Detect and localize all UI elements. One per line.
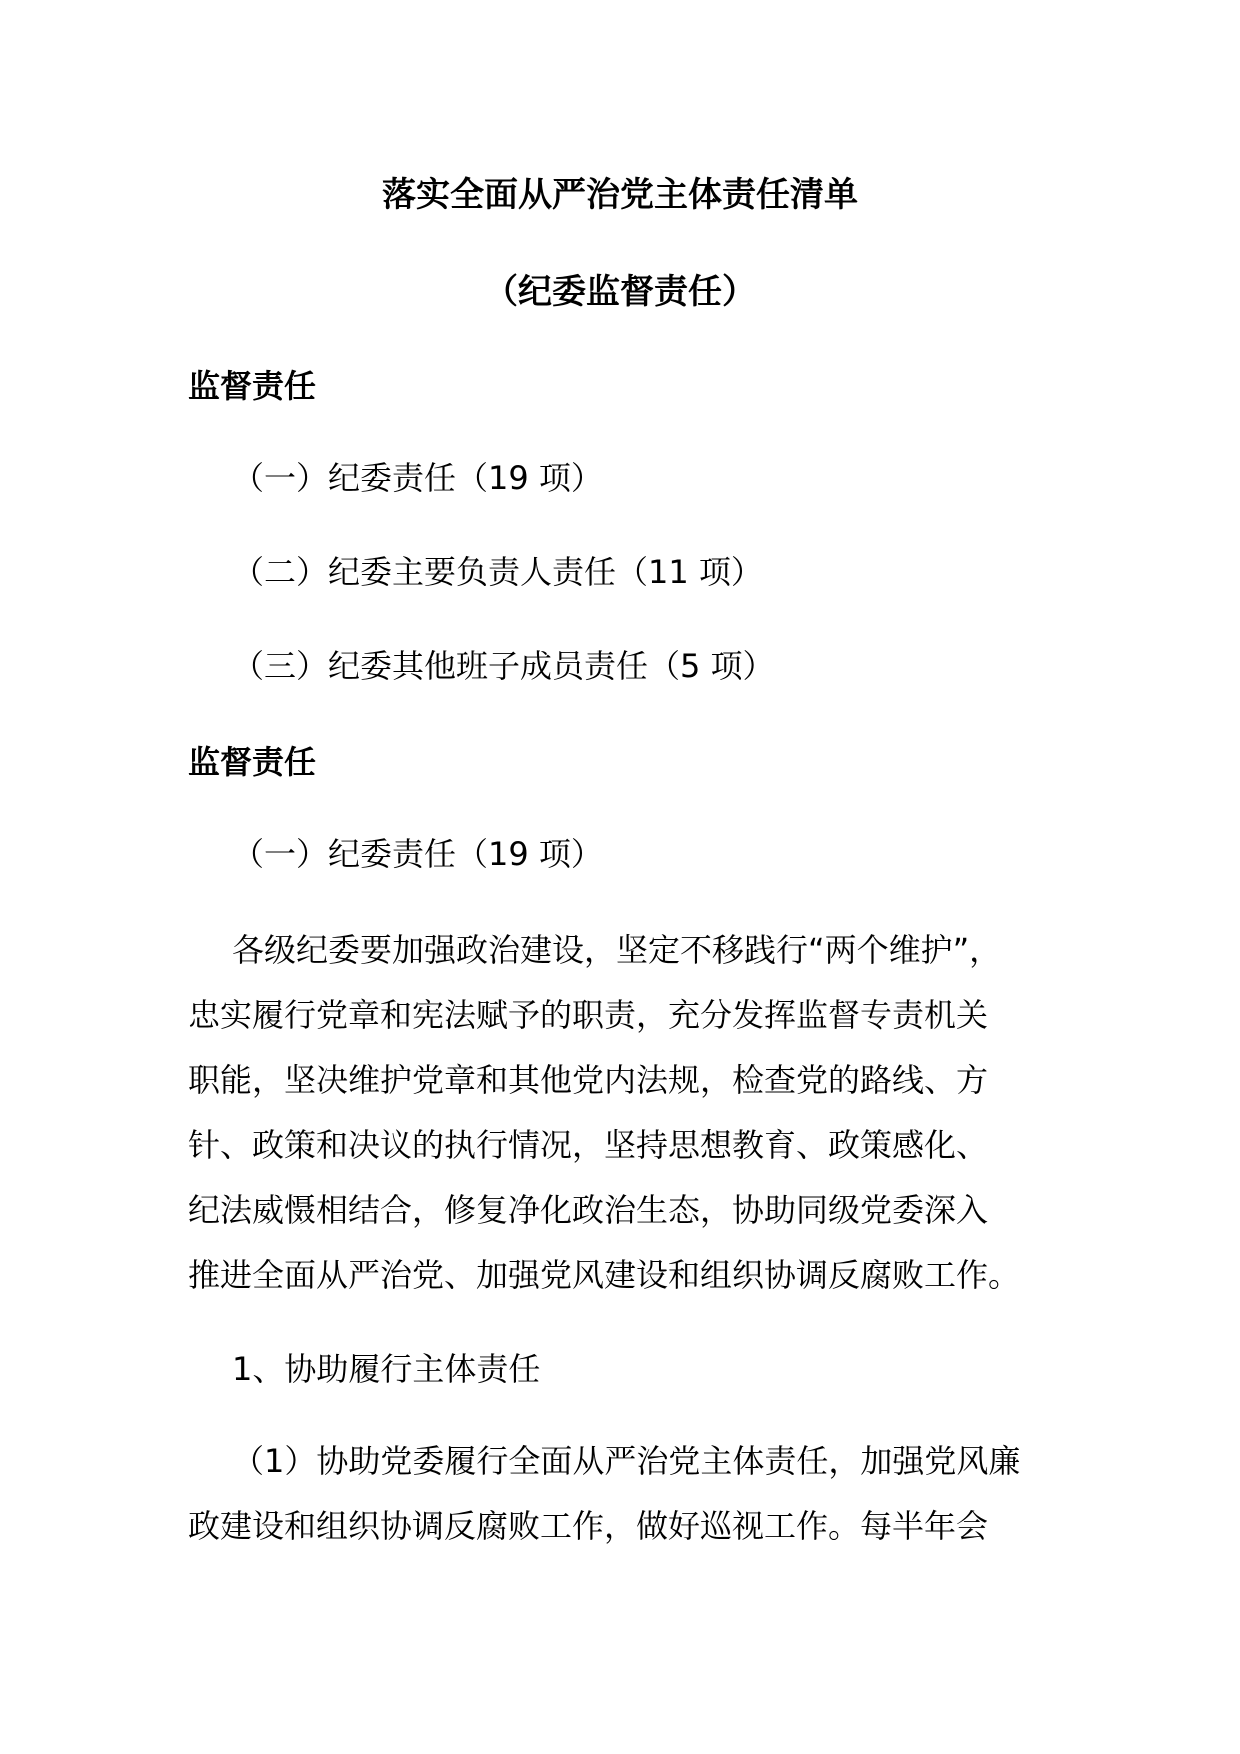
toc-item: （二）纪委主要负责人责任（11 项） xyxy=(232,553,763,591)
section-heading: 监督责任 xyxy=(188,743,317,781)
section-subheading: （一）纪委责任（19 项） xyxy=(232,835,603,873)
toc-heading: 监督责任 xyxy=(188,367,317,405)
toc-item: （一）纪委责任（19 项） xyxy=(232,459,603,497)
document-subtitle: （纪委监督责任） xyxy=(484,272,756,312)
intro-paragraph: 各级纪委要加强政治建设，坚定不移践行“两个维护”， 忠实履行党章和宪法赋予的职责，充分发挥监督专责机关 职能，坚决维护党章和其他党内法规，检查党的路线、方 针、政策和决议的执行情况，坚持思想教育、政策感化、 纪法威慑相结合，修复净化政治生态，协助同级党委深入 推进全面从严治党、加强党风建设和组织协调反腐败工作。 xyxy=(188,931,1021,1294)
point-paragraph: （1）协助党委履行全面从严治党主体责任，加强党风廉 政建设和组织协调反腐败工作，做好巡视工作。每半年会 xyxy=(188,1442,1021,1545)
document-title: 落实全面从严治党主体责任清单 xyxy=(382,175,858,215)
toc-item: （三）纪委其他班子成员责任（5 项） xyxy=(232,647,775,685)
point-title: 1、协助履行主体责任 xyxy=(232,1350,541,1388)
